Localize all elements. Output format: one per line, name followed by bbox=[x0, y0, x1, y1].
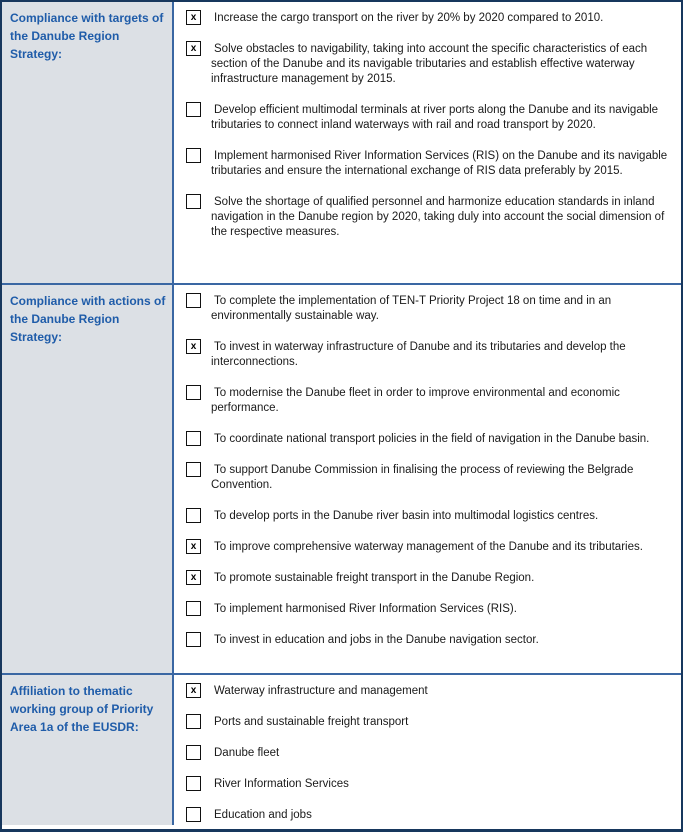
checklist-item bbox=[186, 103, 673, 133]
checkbox[interactable]: x bbox=[186, 539, 201, 554]
checkbox[interactable] bbox=[186, 632, 201, 647]
checkbox[interactable] bbox=[186, 714, 201, 729]
checklist-item bbox=[186, 11, 673, 26]
checklist-item-label: To modernise the Danube fleet in order to improve environmental and economic performance. bbox=[211, 387, 620, 414]
checklist-item bbox=[186, 715, 673, 730]
checklist-item-label: To promote sustainable freight transport in the Danube Region. bbox=[214, 572, 535, 584]
checkbox[interactable] bbox=[186, 745, 201, 760]
checklist-item-label: To invest in waterway infrastructure of Danube and its tributaries and develop the interconnections. bbox=[211, 341, 626, 368]
row-header-cell bbox=[2, 285, 174, 673]
checklist-cell bbox=[174, 285, 681, 673]
checkbox[interactable] bbox=[186, 293, 201, 308]
checklist-item bbox=[186, 386, 673, 416]
checkbox[interactable] bbox=[186, 148, 201, 163]
checkbox[interactable] bbox=[186, 462, 201, 477]
checkbox[interactable] bbox=[186, 102, 201, 117]
checklist-item bbox=[186, 571, 673, 586]
checklist-item-label: To develop ports in the Danube river basin into multimodal logistics centres. bbox=[214, 510, 599, 522]
checklist-item bbox=[186, 149, 673, 179]
checklist-item-label: Develop efficient multimodal terminals at river ports along the Danube and its navigable tributaries to connect inland waterways with rail and road transport by 2020. bbox=[211, 104, 659, 131]
checklist-item-label: Education and jobs bbox=[214, 809, 312, 821]
checklist-item-label: Ports and sustainable freight transport bbox=[214, 716, 409, 728]
checklist-item-label: To implement harmonised River Information Services (RIS). bbox=[214, 603, 517, 615]
checklist-item bbox=[186, 777, 673, 792]
checklist-item-label: To improve comprehensive waterway management of the Danube and its tributaries. bbox=[214, 541, 643, 553]
checkbox[interactable]: x bbox=[186, 10, 201, 25]
checklist-item-label: To complete the implementation of TEN-T Priority Project 18 on time and in an environmentally sustainable way. bbox=[211, 295, 612, 322]
checklist-item bbox=[186, 808, 673, 823]
checkbox[interactable] bbox=[186, 431, 201, 446]
checkbox[interactable]: x bbox=[186, 41, 201, 56]
table-row bbox=[2, 673, 681, 825]
checklist-item bbox=[186, 684, 673, 699]
checkbox[interactable] bbox=[186, 776, 201, 791]
table-row bbox=[2, 2, 681, 283]
checkbox[interactable]: x bbox=[186, 570, 201, 585]
checkbox[interactable] bbox=[186, 807, 201, 822]
checklist-item bbox=[186, 602, 673, 617]
checklist-item-label: Solve the shortage of qualified personnel and harmonize education standards in inland navigation in the Danube region by 2020, taking duly into account the social dimension of the respective measures. bbox=[211, 196, 665, 238]
checkbox[interactable]: x bbox=[186, 339, 201, 354]
table-row bbox=[2, 283, 681, 673]
checklist-item-label: Danube fleet bbox=[214, 747, 280, 759]
checklist-item-label: Solve obstacles to navigability, taking into account the specific characteristics of each section of the Danube and its navigable tributaries and establish effective waterway infrastructure management by 2015. bbox=[211, 43, 648, 85]
row-label: Affiliation to thematic working group of Priority Area 1a of the EUSDR: bbox=[10, 684, 154, 734]
row-label: Compliance with targets of the Danube Region Strategy: bbox=[10, 11, 164, 61]
checklist-item-label: River Information Services bbox=[214, 778, 349, 790]
checklist-item bbox=[186, 633, 673, 648]
checklist-item bbox=[186, 509, 673, 524]
checklist-item-label: To coordinate national transport policies in the field of navigation in the Danube basin. bbox=[214, 433, 650, 445]
checklist-item-label: Implement harmonised River Information Services (RIS) on the Danube and its navigable tributaries and ensure the international exchange of RIS data preferably by 2015. bbox=[211, 150, 668, 177]
checklist-item bbox=[186, 294, 673, 324]
checklist-item-label: Increase the cargo transport on the river by 20% by 2020 compared to 2010. bbox=[214, 12, 604, 24]
checkbox[interactable] bbox=[186, 601, 201, 616]
checklist-item bbox=[186, 340, 673, 370]
checkbox[interactable] bbox=[186, 508, 201, 523]
checklist-item bbox=[186, 432, 673, 447]
row-label: Compliance with actions of the Danube Region Strategy: bbox=[10, 294, 166, 344]
checklist-item-label: To invest in education and jobs in the Danube navigation sector. bbox=[214, 634, 539, 646]
row-header-cell bbox=[2, 675, 174, 825]
checkbox[interactable] bbox=[186, 385, 201, 400]
checklist-cell bbox=[174, 675, 681, 825]
checklist-item-label: Waterway infrastructure and management bbox=[214, 685, 428, 697]
checklist-cell bbox=[174, 2, 681, 283]
checkbox[interactable] bbox=[186, 194, 201, 209]
checklist-item-label: To support Danube Commission in finalising the process of reviewing the Belgrade Convention. bbox=[211, 464, 634, 491]
checkbox[interactable]: x bbox=[186, 683, 201, 698]
checklist-item bbox=[186, 540, 673, 555]
checklist-item bbox=[186, 463, 673, 493]
row-header-cell bbox=[2, 2, 174, 283]
checklist-item bbox=[186, 195, 673, 240]
checklist-item bbox=[186, 42, 673, 87]
checklist-item bbox=[186, 746, 673, 761]
